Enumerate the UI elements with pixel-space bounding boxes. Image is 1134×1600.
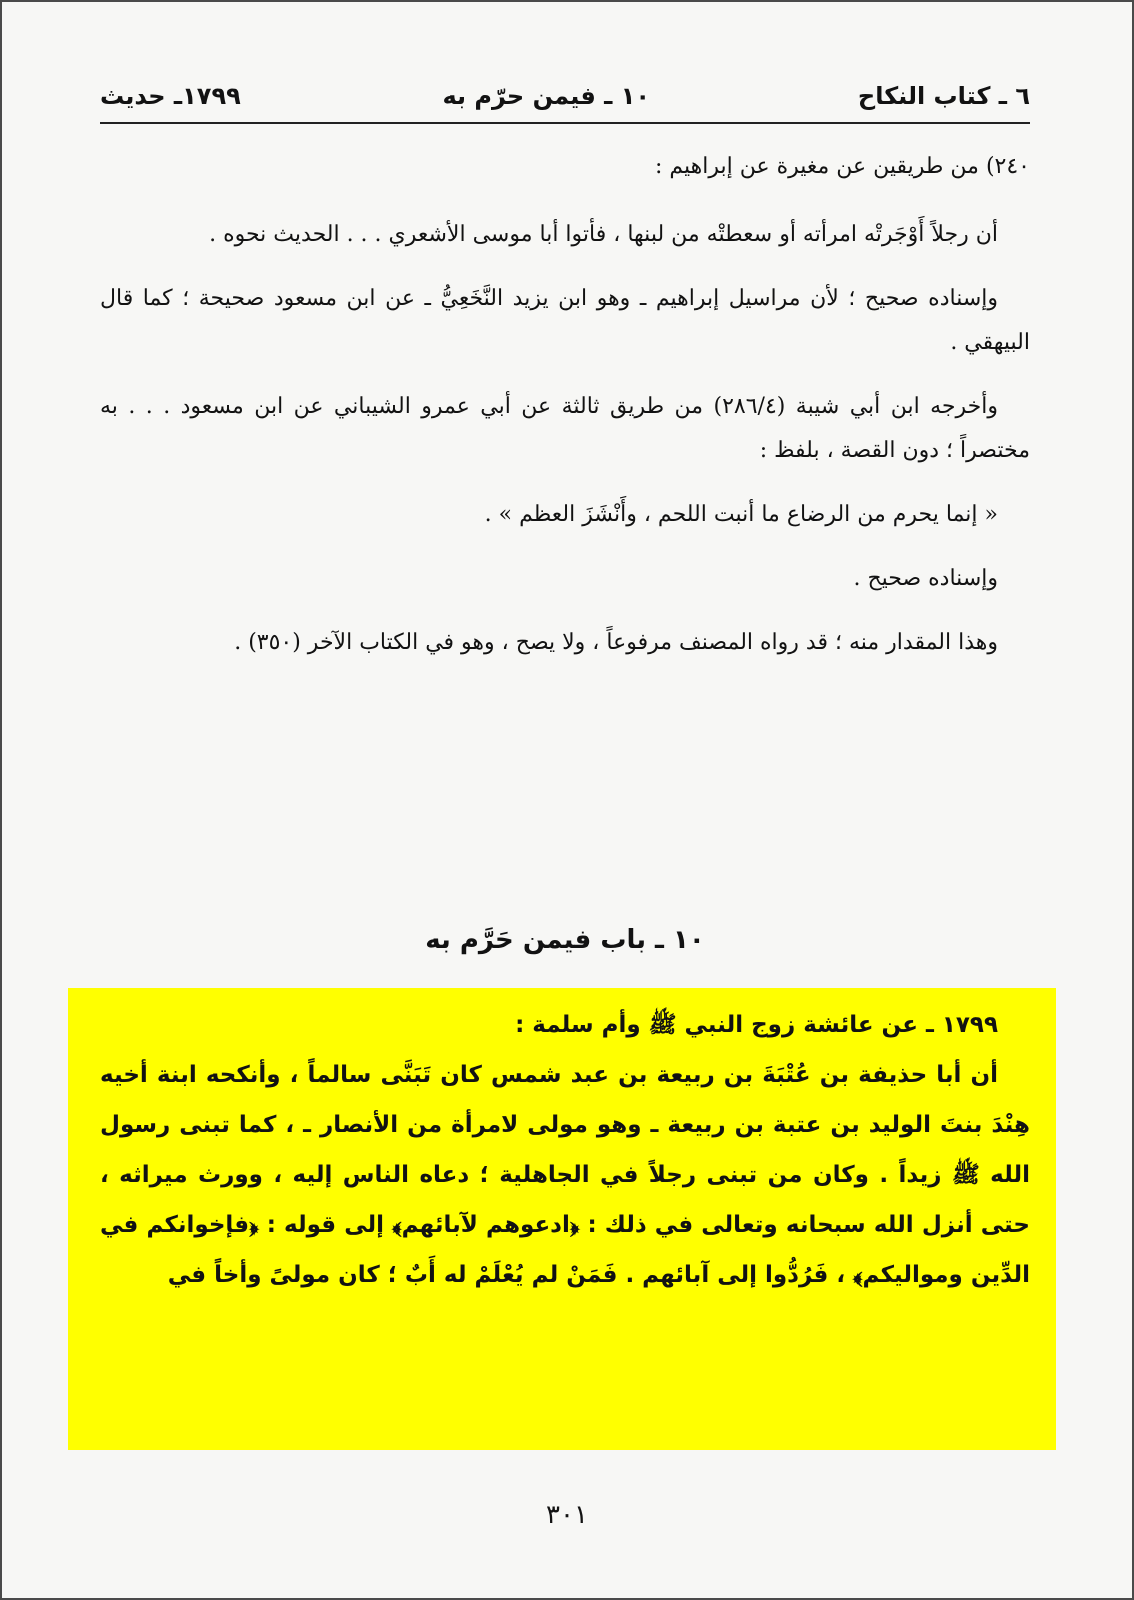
paragraph-isnad-1: وإسناده صحيح ؛ لأن مراسيل إبراهيم ـ وهو ابن يزيد النَّخَعِيُّ ـ عن ابن مسعود صحيحة ؛ كما قال البيهقي . (100, 286, 1030, 355)
paragraph-quote: « إنما يحرم من الرضاع ما أنبت اللحم ، وأَنْشَزَ العظم » . (484, 502, 998, 527)
header-section: ١٠ ـ فيمن حرّم به (442, 82, 650, 110)
paragraph-isnad-2: وإسناده صحيح . (853, 566, 998, 591)
paragraph-conclusion: وهذا المقدار منه ؛ قد رواه المصنف مرفوعاً ، ولا يصح ، وهو في الكتاب الآخر (٣٥٠) . (234, 630, 998, 655)
paragraph-footnote-start: ٢٤٠) من طريقين عن مغيرة عن إبراهيم : (654, 154, 1030, 179)
header-chapter: ٦ ـ كتاب النكاح (857, 82, 1030, 110)
commentary-text (100, 145, 1030, 685)
running-header (100, 78, 1030, 124)
hadith-body: أن أبا حذيفة بن عُتْبَةَ بن ربيعة بن عبد شمس كان تَبَنَّى سالماً ، وأنكحه ابنة أخيه هِنْدَ بنتَ الوليد بن عتبة بن ربيعة ـ وهو مولى لامرأة من الأنصار ـ ، كما تبنى رسول الله ﷺ زيداً . وكان من تبنى رجلاً في الجاهلية ؛ دعاه الناس إليه ، وورث ميراثه ، حتى أنزل الله سبحانه وتعالى في ذلك : ﴿ادعوهم لآبائهم﴾ إلى قوله : ﴿فإخوانكم في الدِّين ومواليكم﴾ ، فَرُدُّوا إلى آبائهم . فَمَنْ لم يُعْلَمْ له أَبٌ ؛ كان مولىً وأخاً في (100, 1062, 1030, 1288)
section-title: ١٠ ـ باب فيمن حَرَّم به (425, 925, 705, 955)
paragraph-ibn-abi-shaybah: وأخرجه ابن أبي شيبة (٢٨٦/٤) من طريق ثالثة عن أبي عمرو الشيباني عن ابن مسعود . . . به مختصراً ؛ دون القصة ، بلفظ : (100, 394, 1030, 463)
hadith-opening: ١٧٩٩ ـ عن عائشة زوج النبي ﷺ وأم سلمة : (515, 1012, 998, 1038)
header-hadith-ref: ١٧٩٩ـ حديث (100, 82, 241, 110)
page-number: ٣٠١ (546, 1500, 588, 1530)
hadith-text (100, 1000, 1030, 1300)
paragraph-report: أن رجلاً أَوْجَرتْه امرأته أو سعطتْه من لبنها ، فأتوا أبا موسى الأشعري . . . الحديث نحوه . (209, 222, 998, 247)
